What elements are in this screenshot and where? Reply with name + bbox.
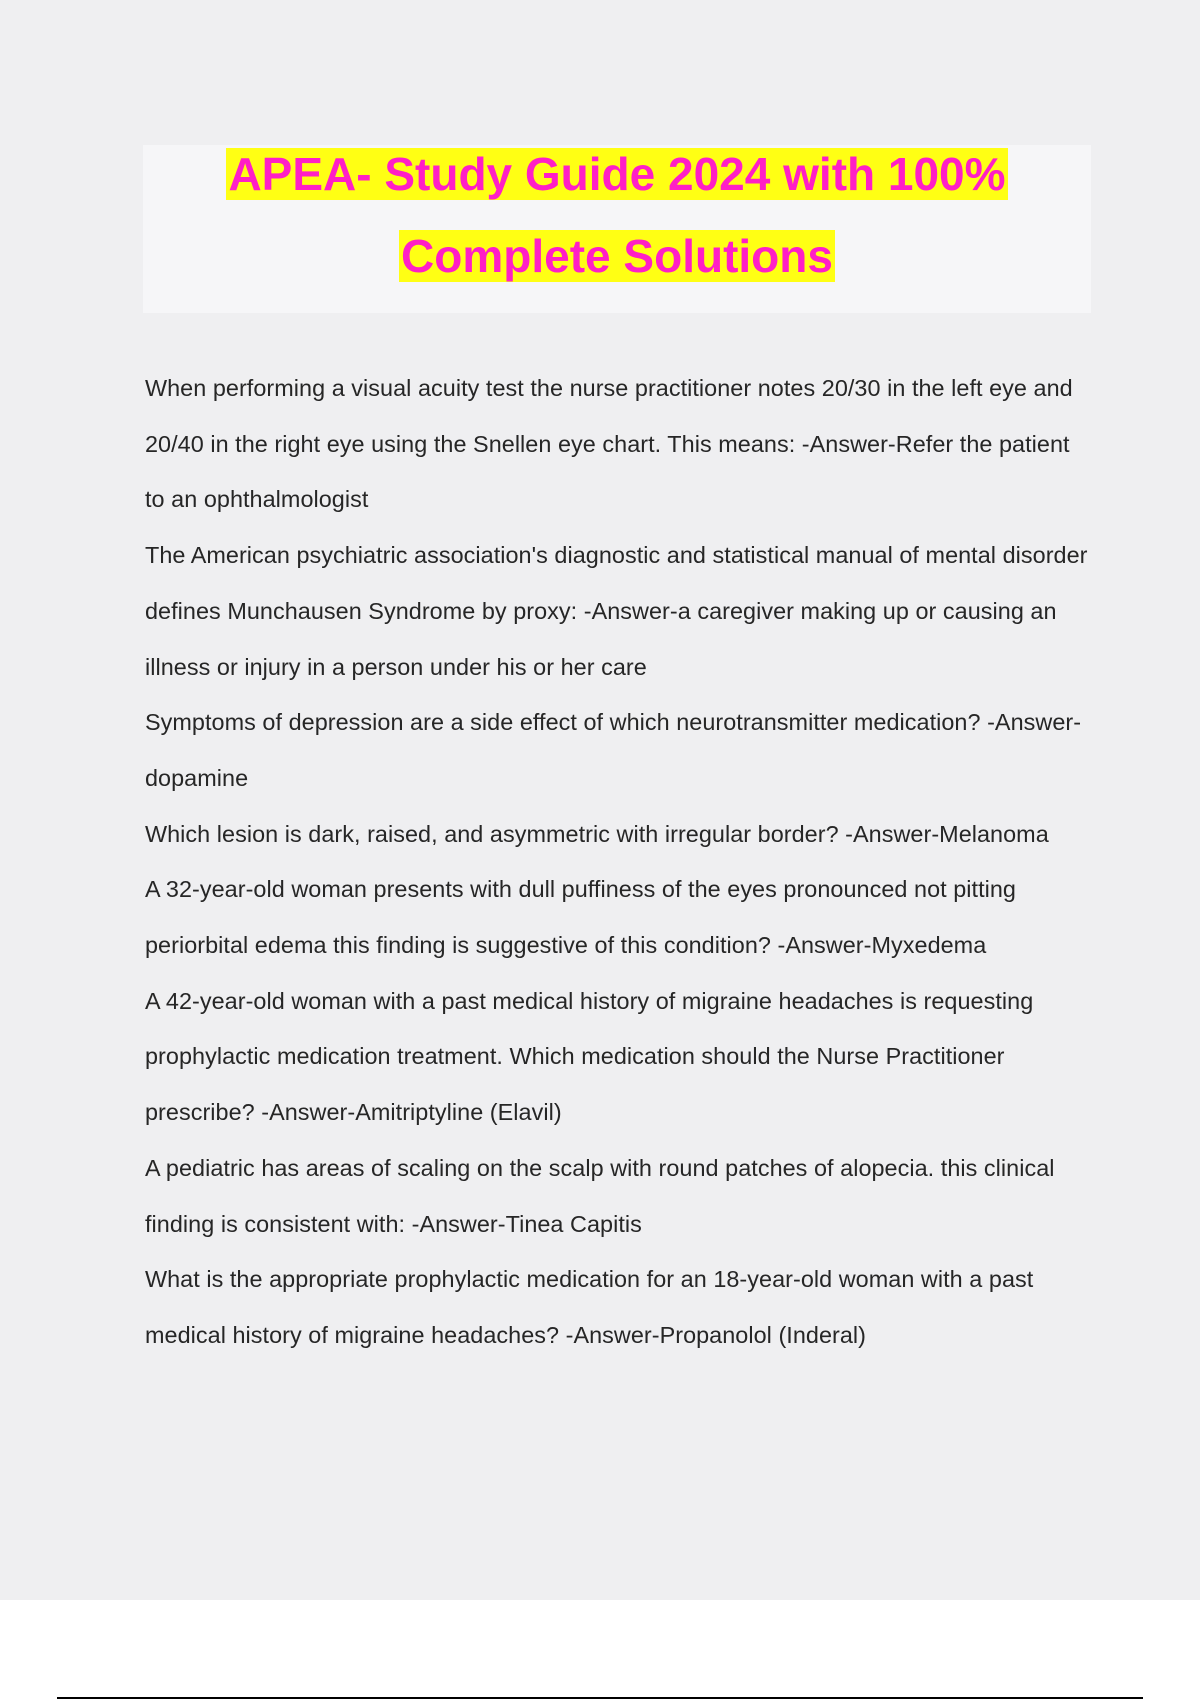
document-title-line-1: APEA- Study Guide 2024 with 100% [228, 148, 1006, 200]
qa-list [145, 361, 1095, 1364]
qa-entry: A 42-year-old woman with a past medical history of migraine headaches is requesting prophylactic medication treatment. Which medication should the Nurse Practitioner prescribe? -Answer-Amitriptyline (Elavil) [145, 987, 1034, 1126]
qa-entry: Which lesion is dark, raised, and asymmetric with irregular border? -Answer-Melanoma [145, 820, 1049, 847]
qa-entry: What is the appropriate prophylactic medication for an 18-year-old woman with a past medical history of migraine headaches? -Answer-Propanolol (Inderal) [145, 1266, 1034, 1348]
qa-entry: Symptoms of depression are a side effect of which neurotransmitter medication? -Answer-dopamine [145, 709, 1082, 791]
qa-entry: When performing a visual acuity test the nurse practitioner notes 20/30 in the left eye and 20/40 in the right eye using the Snellen eye chart. This means: -Answer-Refer the patient to an ophthalmologist [145, 375, 1073, 513]
footer-divider [57, 1697, 1143, 1699]
qa-entry: A pediatric has areas of scaling on the scalp with round patches of alopecia. this clinical finding is consistent with: -Answer-Tinea Capitis [145, 1154, 1055, 1237]
document-title-line-2: Complete Solutions [401, 230, 833, 282]
title-block [143, 145, 1091, 313]
qa-entry: A 32-year-old woman presents with dull puffiness of the eyes pronounced not pitting periorbital edema this finding is suggestive of this condition? -Answer-Myxedema [145, 876, 1016, 959]
qa-entry: The American psychiatric association's diagnostic and statistical manual of mental disorder defines Munchausen Syndrome by proxy: -Answer-a caregiver making up or causing an illness or injury in a person under his or her care [145, 542, 1088, 680]
